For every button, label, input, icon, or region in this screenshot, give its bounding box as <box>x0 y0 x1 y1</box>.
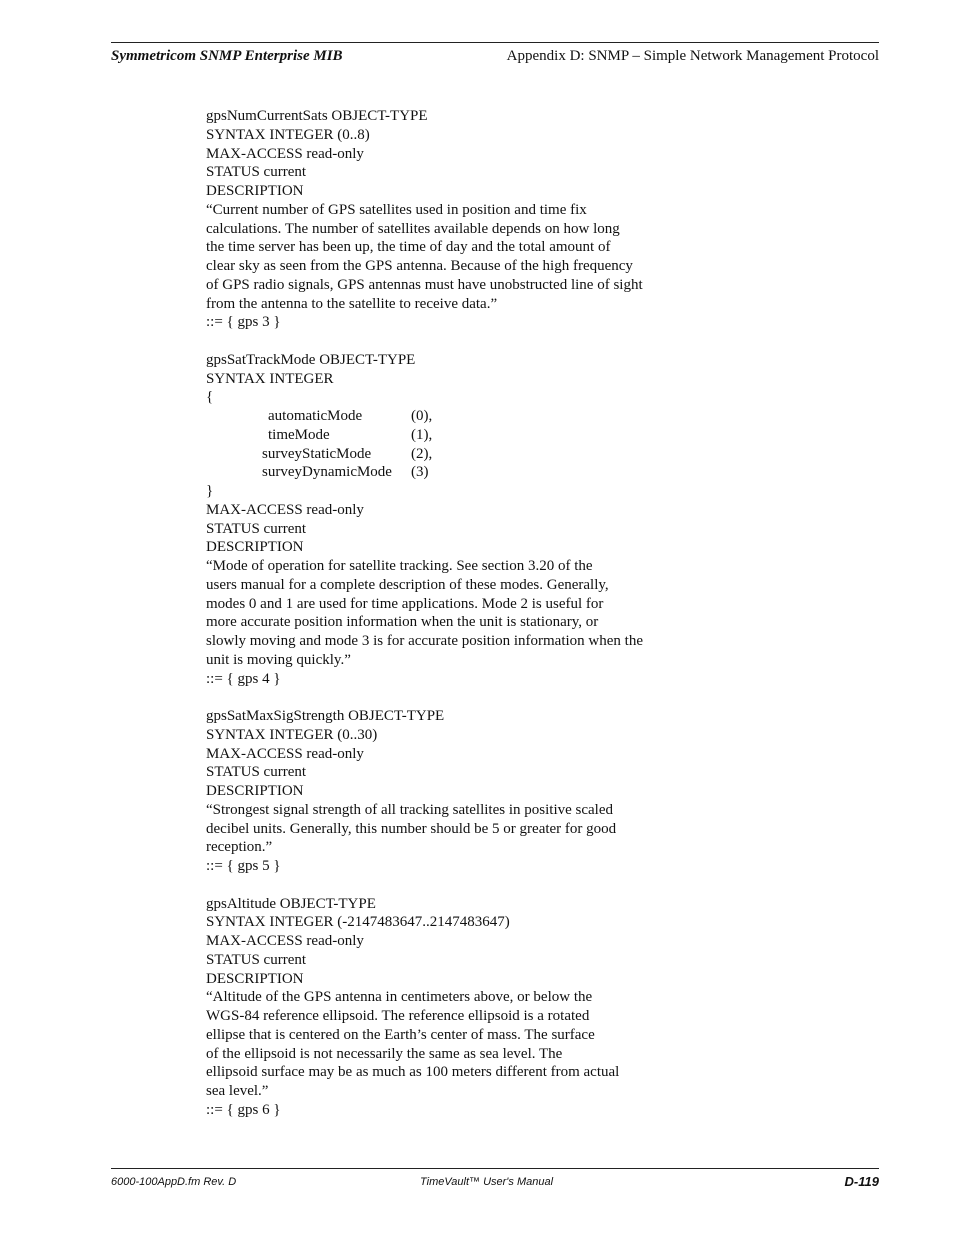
footer-rule <box>111 1168 879 1169</box>
line: STATUS current <box>206 164 307 181</box>
object-gpsAltitude <box>206 895 686 1120</box>
enum-row <box>206 426 686 445</box>
line: decibel units. Generally, this number should be 5 or greater for good <box>206 820 617 837</box>
enum-value: (0), <box>411 408 433 424</box>
mib-definitions <box>206 107 686 1120</box>
line: STATUS current <box>206 764 307 781</box>
line: the time server has been up, the time of day and the total amount of <box>206 239 611 256</box>
line: ellipsoid surface may be as much as 100 meters different from actual <box>206 1064 620 1081</box>
object-gpsNumCurrentSats <box>206 107 686 332</box>
line: “Mode of operation for satellite tracking. See section 3.20 of the <box>206 558 593 574</box>
line: ::= { gps 5 } <box>206 858 281 874</box>
line: SYNTAX INTEGER (0..8) <box>206 126 370 143</box>
line: gpsNumCurrentSats OBJECT-TYPE <box>206 108 428 124</box>
line: users manual for a complete description of these modes. Generally, <box>206 576 609 593</box>
line: ::= { gps 6 } <box>206 1101 281 1118</box>
line: STATUS current <box>206 951 307 968</box>
line: gpsSatMaxSigStrength OBJECT-TYPE <box>206 708 445 724</box>
enum-name: timeMode <box>268 426 330 443</box>
object-gpsSatMaxSigStrength <box>206 707 686 876</box>
footer-filename: 6000-100AppD.fm Rev. D <box>111 1176 237 1188</box>
spacer <box>206 688 686 707</box>
line: DESCRIPTION <box>206 183 304 199</box>
line: from the antenna to the satellite to receive data.” <box>206 295 498 312</box>
line: gpsAltitude OBJECT-TYPE <box>206 895 376 912</box>
line: ::= { gps 3 } <box>206 314 281 331</box>
line: of the ellipsoid is not necessarily the same as sea level. The <box>206 1045 563 1062</box>
header-rule <box>111 42 879 43</box>
enum-row <box>206 445 686 464</box>
line: ::= { gps 4 } <box>206 670 281 687</box>
line: SYNTAX INTEGER (-2147483647..2147483647) <box>206 914 510 931</box>
enum-value: (2), <box>411 445 433 462</box>
line: slowly moving and mode 3 is for accurate position information when the <box>206 633 643 649</box>
line: “Altitude of the GPS antenna in centimeters above, or below the <box>206 989 593 1006</box>
enum-name: surveyStaticMode <box>262 445 372 462</box>
line: sea level.” <box>206 1083 269 1099</box>
line: SYNTAX INTEGER (0..30) <box>206 726 378 743</box>
line: of GPS radio signals, GPS antennas must have unobstructed line of sight <box>206 276 643 293</box>
line: MAX-ACCESS read-only <box>206 501 364 518</box>
line: } <box>206 483 214 499</box>
spacer <box>206 332 686 351</box>
line: MAX-ACCESS read-only <box>206 933 364 949</box>
line: ellipse that is centered on the Earth’s center of mass. The surface <box>206 1026 595 1043</box>
line: STATUS current <box>206 520 307 537</box>
object-gpsSatTrackMode <box>206 351 686 689</box>
line: DESCRIPTION <box>206 970 304 987</box>
line: DESCRIPTION <box>206 783 304 799</box>
line: “Current number of GPS satellites used in position and time fix <box>206 201 587 218</box>
line: SYNTAX INTEGER <box>206 370 334 387</box>
enum-row <box>206 407 686 426</box>
enum-value: (1), <box>411 426 433 443</box>
line: more accurate position information when the unit is stationary, or <box>206 614 599 631</box>
line: modes 0 and 1 are used for time applications. Mode 2 is useful for <box>206 595 604 612</box>
line: calculations. The number of satellites available depends on how long <box>206 220 620 237</box>
spacer <box>206 876 686 895</box>
page-number: D-119 <box>844 1174 879 1189</box>
line: MAX-ACCESS read-only <box>206 145 364 162</box>
line: clear sky as seen from the GPS antenna. Because of the high frequency <box>206 258 633 274</box>
running-header-section: Appendix D: SNMP – Simple Network Management Protocol <box>506 48 879 64</box>
line: DESCRIPTION <box>206 539 304 556</box>
line: unit is moving quickly.” <box>206 651 351 668</box>
enum-name: automaticMode <box>268 408 363 424</box>
line: MAX-ACCESS read-only <box>206 745 364 762</box>
line: WGS-84 reference ellipsoid. The reference ellipsoid is a rotated <box>206 1008 590 1024</box>
enum-row <box>206 463 686 482</box>
enum-name: surveyDynamicMode <box>262 464 392 481</box>
footer-manual-title: TimeVault™ User's Manual <box>420 1176 554 1188</box>
line: “Strongest signal strength of all tracking satellites in positive scaled <box>206 801 613 818</box>
line: reception.” <box>206 839 273 856</box>
line: { <box>206 389 214 406</box>
running-header-title: Symmetricom SNMP Enterprise MIB <box>111 48 343 64</box>
line: gpsSatTrackMode OBJECT-TYPE <box>206 351 416 368</box>
enum-value: (3) <box>411 464 429 481</box>
